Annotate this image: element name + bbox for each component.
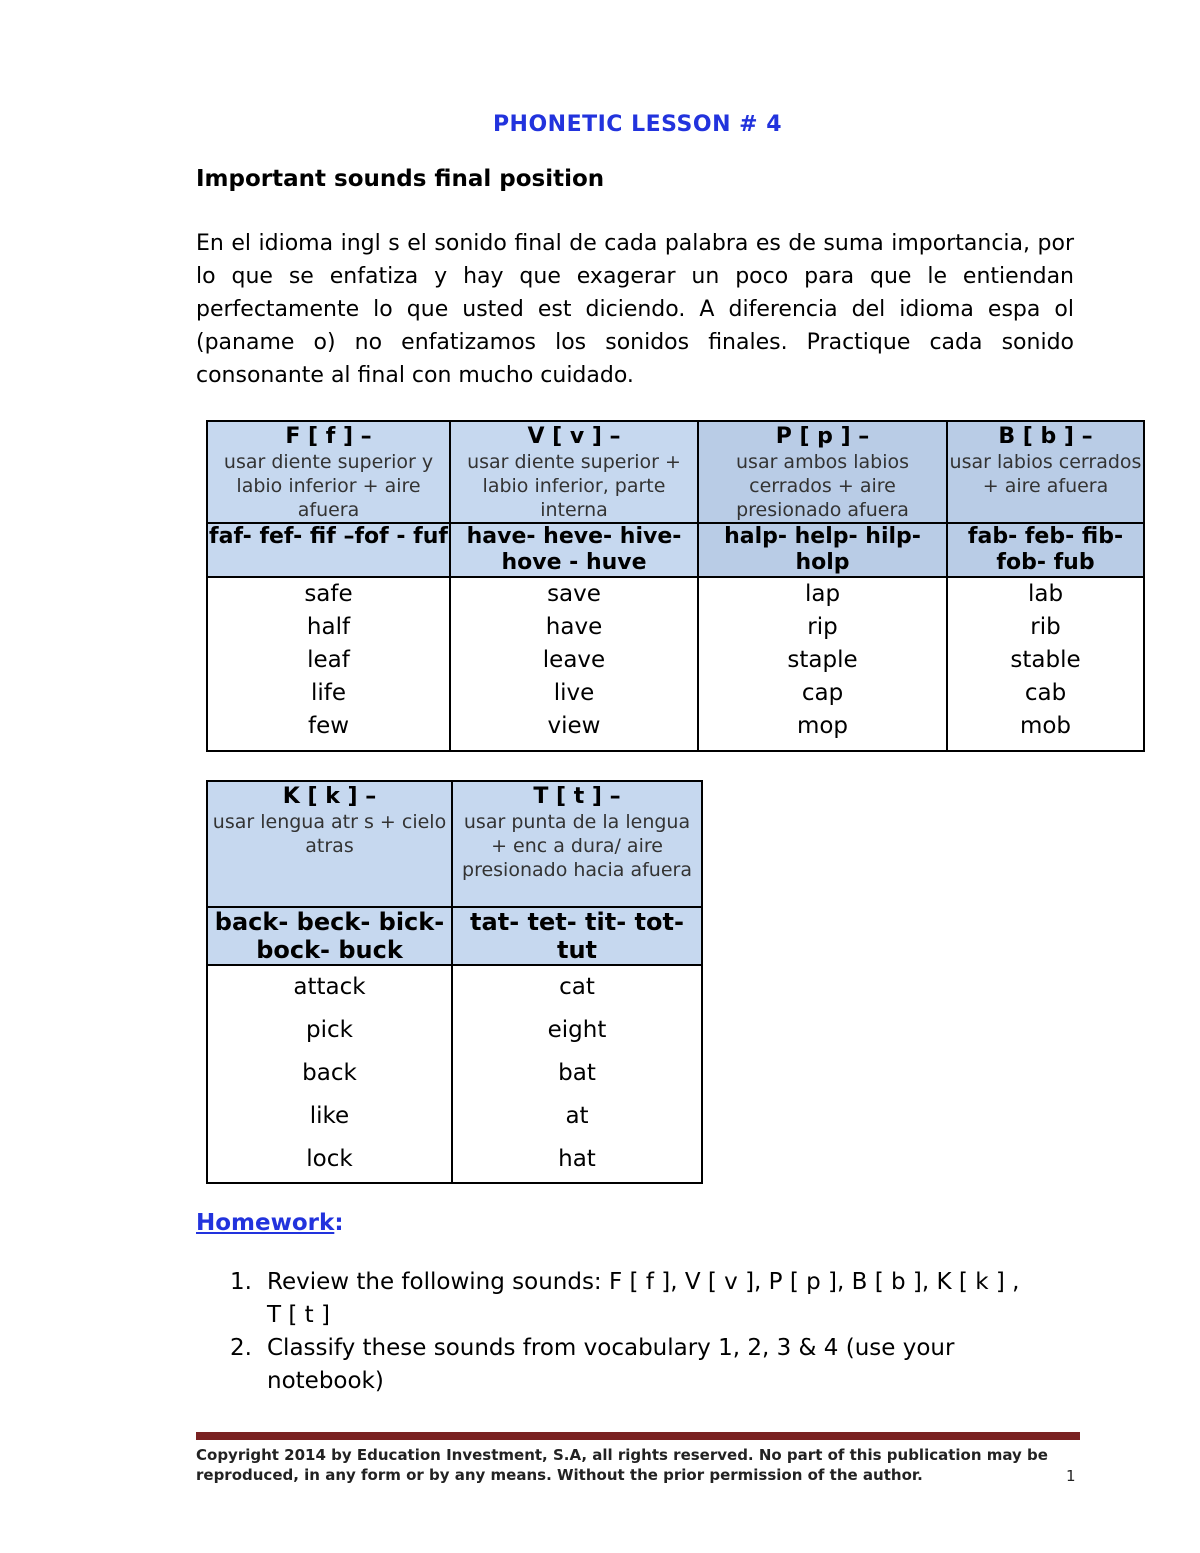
homework-list bbox=[230, 1266, 1030, 1398]
item-number: 1. bbox=[230, 1269, 252, 1295]
list-item: life bbox=[310, 680, 347, 706]
sound-symbol: T [ t ] – bbox=[533, 784, 621, 809]
homework-heading bbox=[196, 1210, 344, 1236]
sound-symbol: K [ k ] – bbox=[282, 784, 377, 809]
list-item: view bbox=[547, 713, 601, 739]
list-item: at bbox=[565, 1103, 589, 1129]
list-item: bat bbox=[558, 1060, 596, 1086]
list-item: staple bbox=[787, 647, 858, 673]
list-item: stable bbox=[1010, 647, 1081, 673]
list-item: rib bbox=[1030, 614, 1061, 640]
list-item: save bbox=[547, 581, 601, 607]
list-item: lap bbox=[804, 581, 841, 607]
list-item: attack bbox=[293, 974, 366, 1000]
list-item: eight bbox=[547, 1017, 607, 1043]
list-item: pick bbox=[306, 1017, 353, 1043]
practice-cell: halp- help- hilp- holp bbox=[698, 523, 947, 577]
intro-paragraph: En el idioma ingl s el sonido final de cada palabra es de suma importancia, por lo que se enfatiza y hay que exagerar un poco para que le entiendan perfectamente lo que usted est diciendo. A diferencia del idioma espa ol (paname o) no enfatizamos los sonidos finales. Practique cada sonido consonante al final con mucho cuidado. bbox=[196, 231, 1074, 388]
list-item: safe bbox=[304, 581, 353, 607]
sound-description: usar labios cerrados + aire afuera bbox=[949, 451, 1142, 497]
header-cell-b bbox=[947, 421, 1144, 523]
word-list-cell bbox=[947, 577, 1144, 751]
list-item bbox=[230, 1266, 1030, 1332]
list-item: rip bbox=[807, 614, 838, 640]
practice-cell: fab- feb- fib- fob- fub bbox=[947, 523, 1144, 577]
header-cell-k bbox=[207, 781, 452, 907]
section-subtitle: Important sounds final position bbox=[196, 166, 605, 192]
sound-description: usar lengua atr s + cielo atras bbox=[212, 811, 447, 857]
list-item: leaf bbox=[307, 647, 350, 673]
list-item: have bbox=[545, 614, 603, 640]
list-item: lock bbox=[306, 1146, 353, 1172]
sound-symbol: F [ f ] – bbox=[285, 424, 372, 449]
list-item bbox=[230, 1332, 1030, 1398]
page-number: 1 bbox=[1066, 1467, 1076, 1485]
list-item: back bbox=[302, 1060, 357, 1086]
copyright-footer: Copyright 2014 by Education Investment, S.A, all rights reserved. No part of this publication may be reproduced, in any form or by any means. Without the prior permission of the author. bbox=[196, 1446, 1048, 1484]
list-item: mob bbox=[1019, 713, 1072, 739]
list-item: cap bbox=[801, 680, 844, 706]
list-item: cat bbox=[559, 974, 595, 1000]
header-cell-p bbox=[698, 421, 947, 523]
practice-cell: back- beck- bick- bock- buck bbox=[207, 907, 452, 965]
practice-cell: have- heve- hive- hove - huve bbox=[450, 523, 698, 577]
list-item: few bbox=[307, 713, 350, 739]
header-cell-t bbox=[452, 781, 702, 907]
header-cell-v bbox=[450, 421, 698, 523]
sound-description: usar punta de la lengua + enc a dura/ aire presionado hacia afuera bbox=[462, 811, 692, 881]
footer-divider bbox=[196, 1432, 1080, 1440]
practice-cell: tat- tet- tit- tot- tut bbox=[452, 907, 702, 965]
item-text: Review the following sounds: F [ f ], V [ v ], P [ p ], B [ b ], K [ k ] , T [ t ] bbox=[267, 1269, 1020, 1328]
list-item: hat bbox=[558, 1146, 596, 1172]
word-list-cell bbox=[452, 965, 702, 1183]
word-list-cell bbox=[207, 965, 452, 1183]
page-title: PHONETIC LESSON # 4 bbox=[492, 112, 783, 137]
sound-description: usar diente superior y labio inferior + aire afuera bbox=[223, 451, 434, 521]
word-list-cell bbox=[450, 577, 698, 751]
word-list-cell bbox=[698, 577, 947, 751]
sound-symbol: P [ p ] – bbox=[775, 424, 870, 449]
practice-cell: faf- fef- fif –fof - fuf bbox=[207, 523, 450, 577]
sound-symbol: B [ b ] – bbox=[998, 424, 1093, 449]
list-item: like bbox=[309, 1103, 350, 1129]
sound-symbol: V [ v ] – bbox=[527, 424, 621, 449]
list-item: cab bbox=[1024, 680, 1067, 706]
homework-colon: : bbox=[334, 1210, 344, 1236]
sounds-table-2 bbox=[206, 780, 703, 1184]
item-text: Classify these sounds from vocabulary 1, 2, 3 & 4 (use your notebook) bbox=[267, 1335, 955, 1394]
word-list-cell bbox=[207, 577, 450, 751]
list-item: mop bbox=[796, 713, 849, 739]
list-item: lab bbox=[1027, 581, 1064, 607]
list-item: leave bbox=[542, 647, 606, 673]
sound-description: usar diente superior + labio inferior, parte interna bbox=[467, 451, 681, 521]
sounds-table-1 bbox=[206, 420, 1145, 752]
sound-description: usar ambos labios cerrados + aire presionado afuera bbox=[736, 451, 909, 521]
item-number: 2. bbox=[230, 1335, 252, 1361]
homework-title: Homework bbox=[196, 1210, 335, 1236]
list-item: half bbox=[306, 614, 351, 640]
list-item: live bbox=[553, 680, 595, 706]
header-cell-f bbox=[207, 421, 450, 523]
